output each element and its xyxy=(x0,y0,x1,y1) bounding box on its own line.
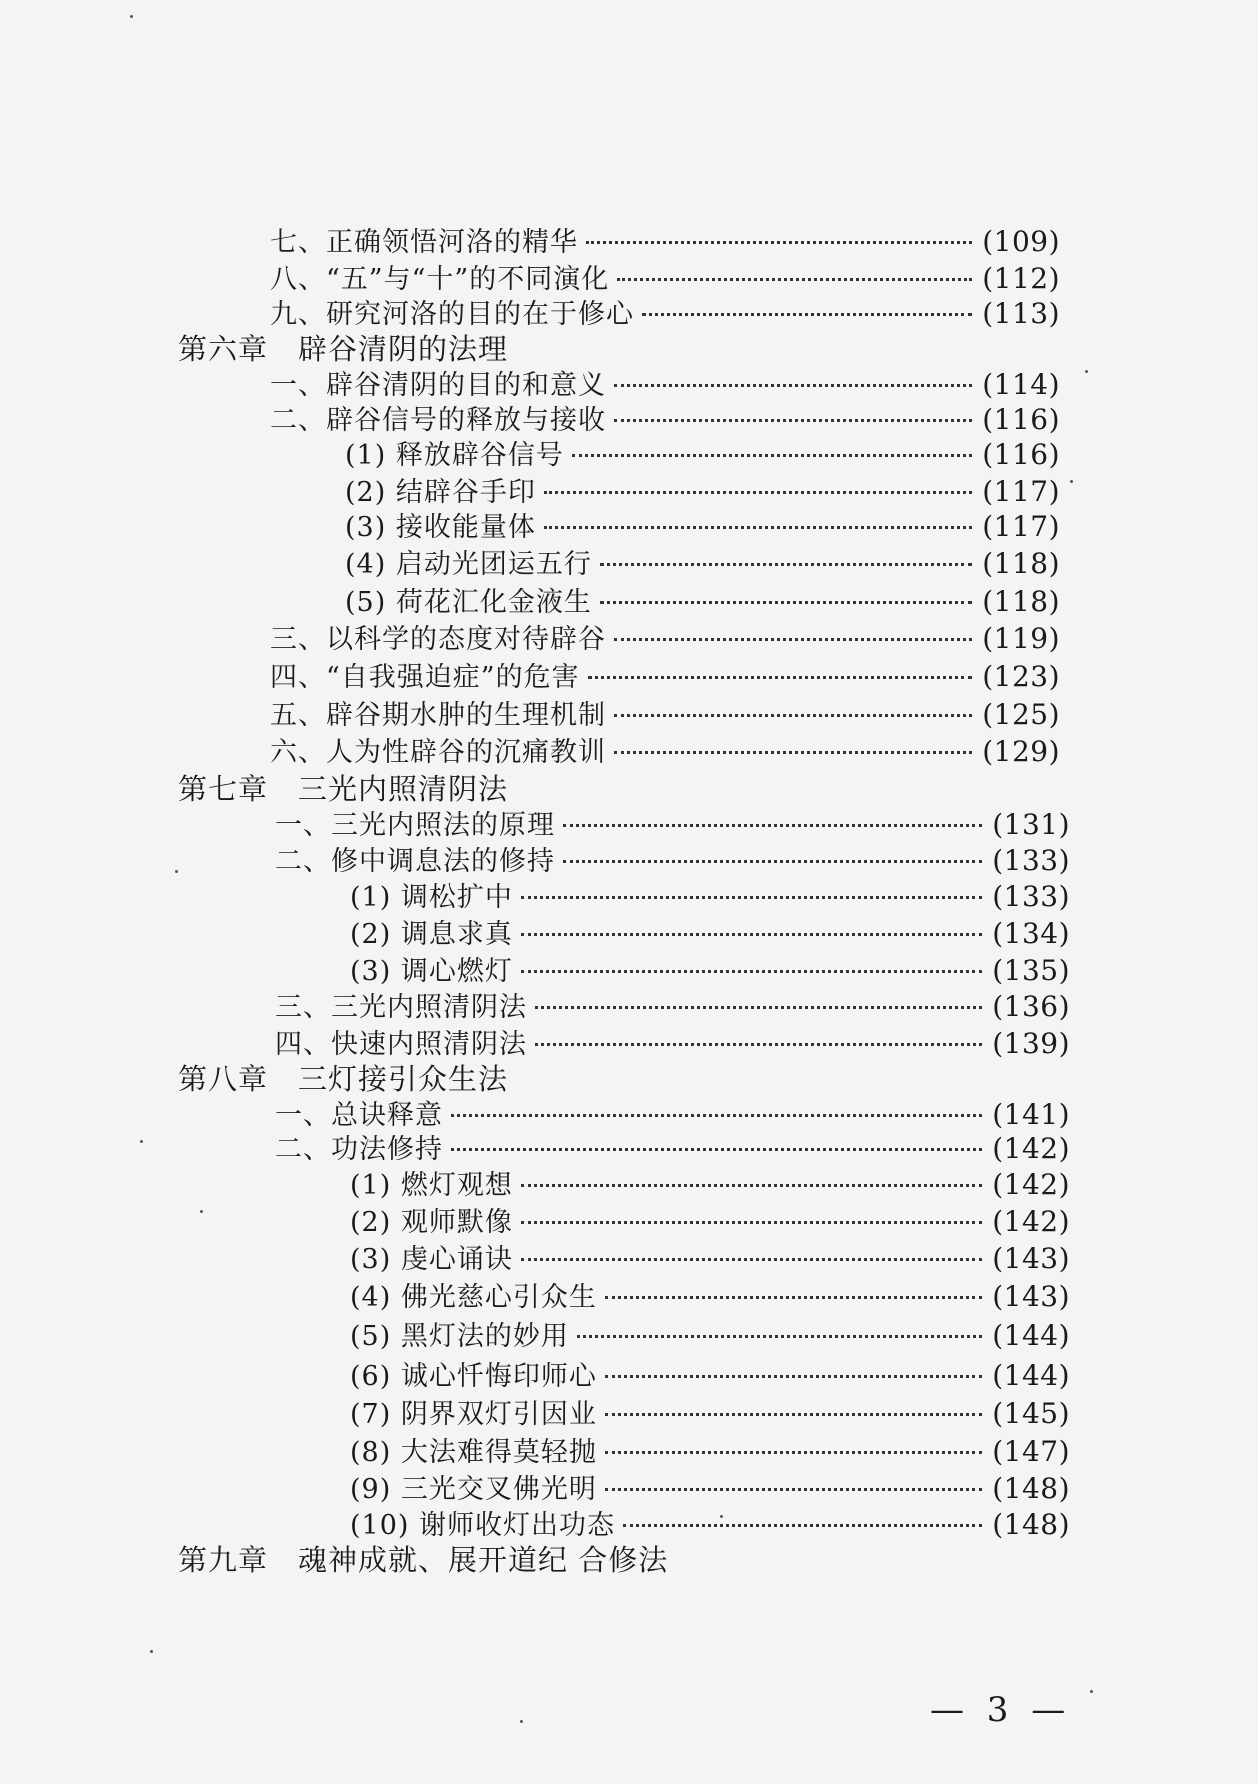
toc-entry-page: (139) xyxy=(992,1027,1070,1060)
toc-entry-title: 五、辟谷期水肿的生理机制 xyxy=(270,700,606,731)
toc-entry-title: 一、辟谷清阴的目的和意义 xyxy=(270,370,606,401)
dot-leader xyxy=(521,1184,982,1187)
toc-entry-page: (142) xyxy=(992,1132,1070,1165)
dot-leader xyxy=(614,419,972,422)
toc-entry-title: 四、“自我强迫症”的危害 xyxy=(270,662,580,693)
dot-leader xyxy=(600,601,972,604)
chapter-title: 第七章 三光内照清阴法 xyxy=(178,772,509,806)
toc-entry-title: 三、以科学的态度对待辟谷 xyxy=(270,624,606,655)
toc-entry-page: (125) xyxy=(982,698,1060,731)
toc-entry-page: (123) xyxy=(982,660,1060,693)
dot-leader xyxy=(600,563,972,566)
toc-entry-title: 二、修中调息法的修持 xyxy=(275,846,555,877)
toc-entry-title: 一、总诀释意 xyxy=(275,1100,443,1131)
toc-entry-page: (133) xyxy=(992,880,1070,913)
dot-leader xyxy=(614,384,972,387)
toc-entry-title: (4) 佛光慈心引众生 xyxy=(350,1282,597,1313)
toc-entry-title: (4) 启动光团运五行 xyxy=(345,549,592,580)
toc-entry xyxy=(270,698,1060,733)
scan-speck xyxy=(520,1720,523,1723)
toc-entry-title: (3) 接收能量体 xyxy=(345,512,536,543)
toc-entry-page: (118) xyxy=(982,585,1060,618)
dot-leader xyxy=(586,241,972,244)
toc-entry-page: (114) xyxy=(982,368,1060,401)
toc-entry xyxy=(350,1242,1070,1277)
dot-leader xyxy=(521,1221,982,1224)
toc-entry xyxy=(350,954,1070,989)
toc-entry-title: (3) 虔心诵诀 xyxy=(350,1244,513,1275)
toc-entry xyxy=(270,297,1060,332)
toc-entry xyxy=(345,438,1060,473)
toc-entry-title: (2) 调息求真 xyxy=(350,919,513,950)
toc-entry-title: (7) 阴界双灯引因业 xyxy=(350,1399,597,1430)
toc-entry xyxy=(350,1435,1070,1470)
dot-leader xyxy=(563,860,982,863)
dot-leader xyxy=(605,1413,982,1416)
toc-entry-title: (2) 结辟谷手印 xyxy=(345,477,536,508)
chapter-heading xyxy=(178,1543,878,1577)
chapter-heading xyxy=(178,1062,878,1096)
toc-entry-page: (116) xyxy=(982,403,1060,436)
toc-entry xyxy=(270,225,1060,260)
toc-entry-page: (144) xyxy=(992,1319,1070,1352)
toc-entry-title: 八、“五”与“十”的不同演化 xyxy=(270,264,610,295)
toc-entry xyxy=(275,990,1070,1025)
toc-entry xyxy=(270,660,1060,695)
scan-speck xyxy=(1085,370,1088,373)
toc-entry xyxy=(270,262,1060,297)
toc-entry-title: (3) 调心燃灯 xyxy=(350,956,513,987)
toc-entry-title: 一、三光内照法的原理 xyxy=(275,810,555,841)
dot-leader xyxy=(563,824,982,827)
scan-speck xyxy=(200,1210,203,1213)
dot-leader xyxy=(605,1451,982,1454)
scan-speck xyxy=(150,1650,153,1653)
toc-entry xyxy=(350,880,1070,915)
dot-leader xyxy=(535,1006,982,1009)
toc-entry-title: 三、三光内照清阴法 xyxy=(275,992,527,1023)
toc-entry-page: (134) xyxy=(992,917,1070,950)
toc-entry-title: (2) 观师默像 xyxy=(350,1207,513,1238)
toc-entry xyxy=(345,585,1060,620)
dot-leader xyxy=(535,1043,982,1046)
toc-entry-page: (135) xyxy=(992,954,1070,987)
toc-entry-title: 六、人为性辟谷的沉痛教训 xyxy=(270,737,606,768)
toc-entry-page: (133) xyxy=(992,844,1070,877)
toc-entry-title: 二、辟谷信号的释放与接收 xyxy=(270,405,606,436)
toc-entry-page: (129) xyxy=(982,735,1060,768)
chapter-heading xyxy=(178,332,878,366)
dot-leader xyxy=(521,896,982,899)
page-number: — 3 — xyxy=(930,1690,1072,1730)
toc-entry xyxy=(275,1098,1070,1133)
toc-entry xyxy=(350,917,1070,952)
toc-entry xyxy=(350,1319,1070,1354)
toc-entry-page: (113) xyxy=(982,297,1060,330)
toc-entry-page: (136) xyxy=(992,990,1070,1023)
dot-leader xyxy=(605,1296,982,1299)
chapter-heading xyxy=(178,772,878,806)
toc-entry-page: (117) xyxy=(982,475,1060,508)
toc-entry-title: (1) 调松扩中 xyxy=(350,882,513,913)
chapter-title: 第六章 辟谷清阴的法理 xyxy=(178,332,509,366)
toc-entry-page: (118) xyxy=(982,547,1060,580)
dot-leader xyxy=(521,970,982,973)
dot-leader xyxy=(544,526,972,529)
toc-entry-title: 四、快速内照清阴法 xyxy=(275,1029,527,1060)
toc-entry xyxy=(350,1508,1070,1543)
toc-entry xyxy=(275,1132,1070,1167)
toc-entry-page: (119) xyxy=(982,622,1060,655)
toc-entry-page: (143) xyxy=(992,1280,1070,1313)
toc-entry xyxy=(275,808,1070,843)
scan-speck xyxy=(130,15,133,18)
toc-entry xyxy=(270,368,1060,403)
dot-leader xyxy=(521,1258,982,1261)
dot-leader xyxy=(451,1114,982,1117)
scan-speck xyxy=(720,1515,723,1518)
toc-entry-title: 七、正确领悟河洛的精华 xyxy=(270,227,578,258)
dot-leader xyxy=(521,933,982,936)
dot-leader xyxy=(451,1148,982,1151)
toc-entry xyxy=(350,1280,1070,1315)
toc-entry-title: (1) 燃灯观想 xyxy=(350,1170,513,1201)
scan-speck xyxy=(1070,480,1073,483)
toc-entry-page: (143) xyxy=(992,1242,1070,1275)
dot-leader xyxy=(605,1375,982,1378)
toc-entry xyxy=(275,844,1070,879)
toc-entry xyxy=(275,1027,1070,1062)
toc-entry-page: (141) xyxy=(992,1098,1070,1131)
dot-leader xyxy=(544,491,972,494)
scan-speck xyxy=(140,1140,143,1143)
toc-entry-page: (148) xyxy=(992,1472,1070,1505)
toc-entry xyxy=(350,1205,1070,1240)
toc-entry-page: (142) xyxy=(992,1168,1070,1201)
toc-entry xyxy=(350,1397,1070,1432)
toc-entry-page: (147) xyxy=(992,1435,1070,1468)
toc-entry-title: (5) 黑灯法的妙用 xyxy=(350,1321,569,1352)
scan-speck xyxy=(1090,1690,1093,1693)
toc-entry xyxy=(345,475,1060,510)
toc-entry xyxy=(350,1472,1070,1507)
chapter-title: 第八章 三灯接引众生法 xyxy=(178,1062,509,1096)
dot-leader xyxy=(642,313,972,316)
dot-leader xyxy=(614,638,972,641)
toc-entry-page: (148) xyxy=(992,1508,1070,1541)
dot-leader xyxy=(623,1524,982,1527)
scan-speck xyxy=(175,870,178,873)
toc-entry-title: (8) 大法难得莫轻抛 xyxy=(350,1437,597,1468)
toc-entry-title: (1) 释放辟谷信号 xyxy=(345,440,564,471)
toc-entry-page: (142) xyxy=(992,1205,1070,1238)
toc-entry-page: (117) xyxy=(982,510,1060,543)
toc-entry-title: 九、研究河洛的目的在于修心 xyxy=(270,299,634,330)
toc-entry xyxy=(270,403,1060,438)
toc-entry xyxy=(270,622,1060,657)
toc-entry xyxy=(350,1359,1070,1394)
toc-entry-title: 二、功法修持 xyxy=(275,1134,443,1165)
toc-entry-title: (6) 诚心忏悔印师心 xyxy=(350,1361,597,1392)
dot-leader xyxy=(614,751,972,754)
toc-entry-page: (116) xyxy=(982,438,1060,471)
toc-entry-title: (9) 三光交叉佛光明 xyxy=(350,1474,597,1505)
toc-entry-page: (145) xyxy=(992,1397,1070,1430)
toc-entry-page: (144) xyxy=(992,1359,1070,1392)
dot-leader xyxy=(572,454,972,457)
toc-entry-page: (112) xyxy=(982,262,1060,295)
dot-leader xyxy=(617,278,972,281)
dot-leader xyxy=(614,714,972,717)
toc-entry xyxy=(345,510,1060,545)
toc-entry xyxy=(345,547,1060,582)
toc-entry-page: (109) xyxy=(982,225,1060,258)
toc-entry-title: (10) 谢师收灯出功态 xyxy=(350,1510,616,1541)
toc-entry-title: (5) 荷花汇化金液生 xyxy=(345,587,592,618)
toc-entry xyxy=(350,1168,1070,1203)
dot-leader xyxy=(588,676,973,679)
dot-leader xyxy=(605,1488,982,1491)
dot-leader xyxy=(577,1335,982,1338)
chapter-title: 第九章 魂神成就、展开道纪 合修法 xyxy=(178,1543,669,1577)
toc-entry-page: (131) xyxy=(992,808,1070,841)
toc-entry xyxy=(270,735,1060,770)
